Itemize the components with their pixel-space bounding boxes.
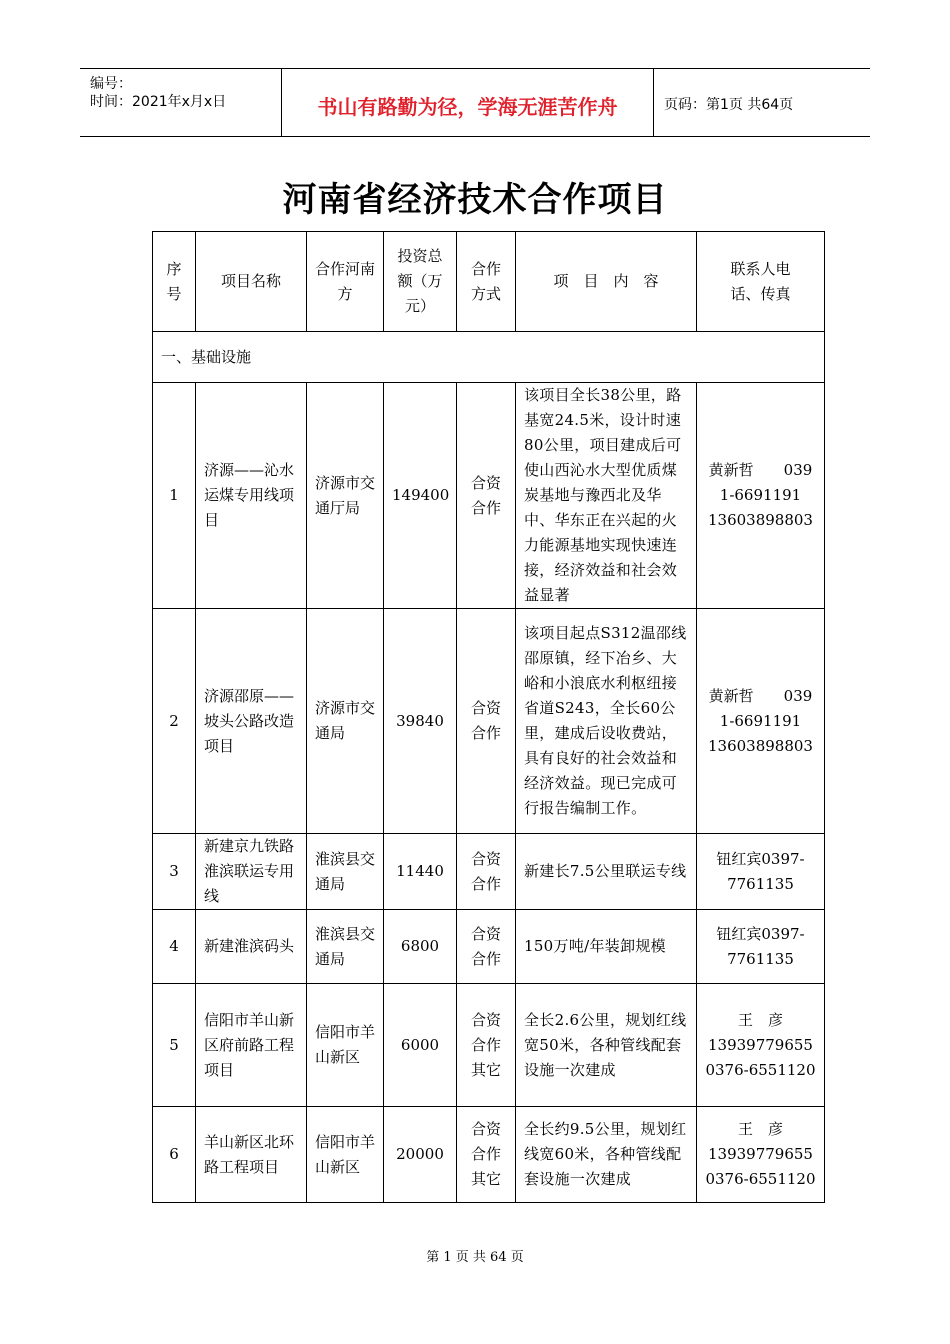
- header-meta-cell: [80, 69, 282, 136]
- row-partner: 信阳市羊山新区: [307, 984, 384, 1107]
- row-content: 150万吨/年装卸规模: [516, 910, 697, 984]
- serial-label: 编号：: [90, 76, 132, 92]
- header-no: 序号: [153, 232, 196, 332]
- project-table: [152, 231, 825, 1203]
- table-row: [153, 383, 825, 609]
- row-no: 3: [153, 834, 196, 910]
- row-name: 新建淮滨码头: [196, 910, 307, 984]
- row-content: 该项目起点S312温邵线邵原镇，经下冶乡、大峪和小浪底水利枢纽接省道S243，全长60公里，建成后设收费站，具有良好的社会效益和经济效益。现已完成可行报告编制工作。: [516, 609, 697, 834]
- table-row: [153, 910, 825, 984]
- row-partner: 淮滨县交通局: [307, 834, 384, 910]
- row-partner: 淮滨县交通局: [307, 910, 384, 984]
- row-name: 济源——沁水运煤专用线项目: [196, 383, 307, 609]
- page-footer: 第 1 页 共 64 页: [426, 1250, 524, 1265]
- row-amount: 39840: [384, 609, 457, 834]
- row-name: 信阳市羊山新区府前路工程项目: [196, 984, 307, 1107]
- row-name: 济源邵原——坡头公路改造项目: [196, 609, 307, 834]
- row-contact: 钮红宾0397-7761135: [697, 834, 825, 910]
- header-name: 项目名称: [196, 232, 307, 332]
- row-no: 2: [153, 609, 196, 834]
- row-amount: 149400: [384, 383, 457, 609]
- row-no: 5: [153, 984, 196, 1107]
- row-mode: 合资合作: [457, 834, 516, 910]
- section-row: [153, 332, 825, 383]
- table-row: [153, 834, 825, 910]
- row-no: 6: [153, 1107, 196, 1203]
- row-mode: 合资合作: [457, 609, 516, 834]
- row-mode: 合资合作其它: [457, 984, 516, 1107]
- row-content: 该项目全长38公里，路基宽24.5米，设计时速80公里，项目建成后可使山西沁水大型优质煤炭基地与豫西北及华中、华东正在兴起的火力能源基地实现快速连接，经济效益和社会效益显著: [516, 383, 697, 609]
- row-mode: 合资合作: [457, 383, 516, 609]
- row-contact: 黄新哲 039 1-6691191 13603898803: [697, 609, 825, 834]
- row-content: 全长约9.5公里，规划红线宽60米，各种管线配套设施一次建成: [516, 1107, 697, 1203]
- row-no: 1: [153, 383, 196, 609]
- date-label: 时间：2021年x月x日: [90, 94, 227, 110]
- row-contact: 王 彦 13939779655 0376-6551120: [697, 1107, 825, 1203]
- table-header-row: [153, 232, 825, 332]
- header-mode: 合作方式: [457, 232, 516, 332]
- header-partner: 合作河南方: [307, 232, 384, 332]
- section-title: 一、基础设施: [153, 332, 825, 383]
- header-amount: 投资总额（万元）: [384, 232, 457, 332]
- row-mode: 合资合作其它: [457, 1107, 516, 1203]
- row-partner: 济源市交通厅局: [307, 383, 384, 609]
- row-contact: 王 彦 13939779655 0376-6551120: [697, 984, 825, 1107]
- row-amount: 6800: [384, 910, 457, 984]
- motto: 书山有路勤为径，学海无涯苦作舟: [317, 95, 618, 119]
- row-contact: 钮红宾0397-7761135: [697, 910, 825, 984]
- row-content: 新建长7.5公里联运专线: [516, 834, 697, 910]
- header-motto-cell: [282, 69, 654, 136]
- row-no: 4: [153, 910, 196, 984]
- header-page-cell: [654, 69, 870, 136]
- row-name: 羊山新区北环路工程项目: [196, 1107, 307, 1203]
- header-content: 项 目 内 容: [516, 232, 697, 332]
- row-mode: 合资合作: [457, 910, 516, 984]
- table-row: [153, 609, 825, 834]
- header-contact: 联系人电话、传真: [697, 232, 825, 332]
- row-contact: 黄新哲 039 1-6691191 13603898803: [697, 383, 825, 609]
- row-name: 新建京九铁路淮滨联运专用线: [196, 834, 307, 910]
- page-info: 页码：第1页 共64页: [664, 97, 794, 113]
- row-partner: 济源市交通局: [307, 609, 384, 834]
- page-header: [80, 68, 870, 137]
- row-amount: 11440: [384, 834, 457, 910]
- document-title: 河南省经济技术合作项目: [282, 180, 668, 220]
- row-amount: 6000: [384, 984, 457, 1107]
- table-row: [153, 1107, 825, 1203]
- row-content: 全长2.6公里，规划红线宽50米，各种管线配套设施一次建成: [516, 984, 697, 1107]
- table-row: [153, 984, 825, 1107]
- row-partner: 信阳市羊山新区: [307, 1107, 384, 1203]
- row-amount: 20000: [384, 1107, 457, 1203]
